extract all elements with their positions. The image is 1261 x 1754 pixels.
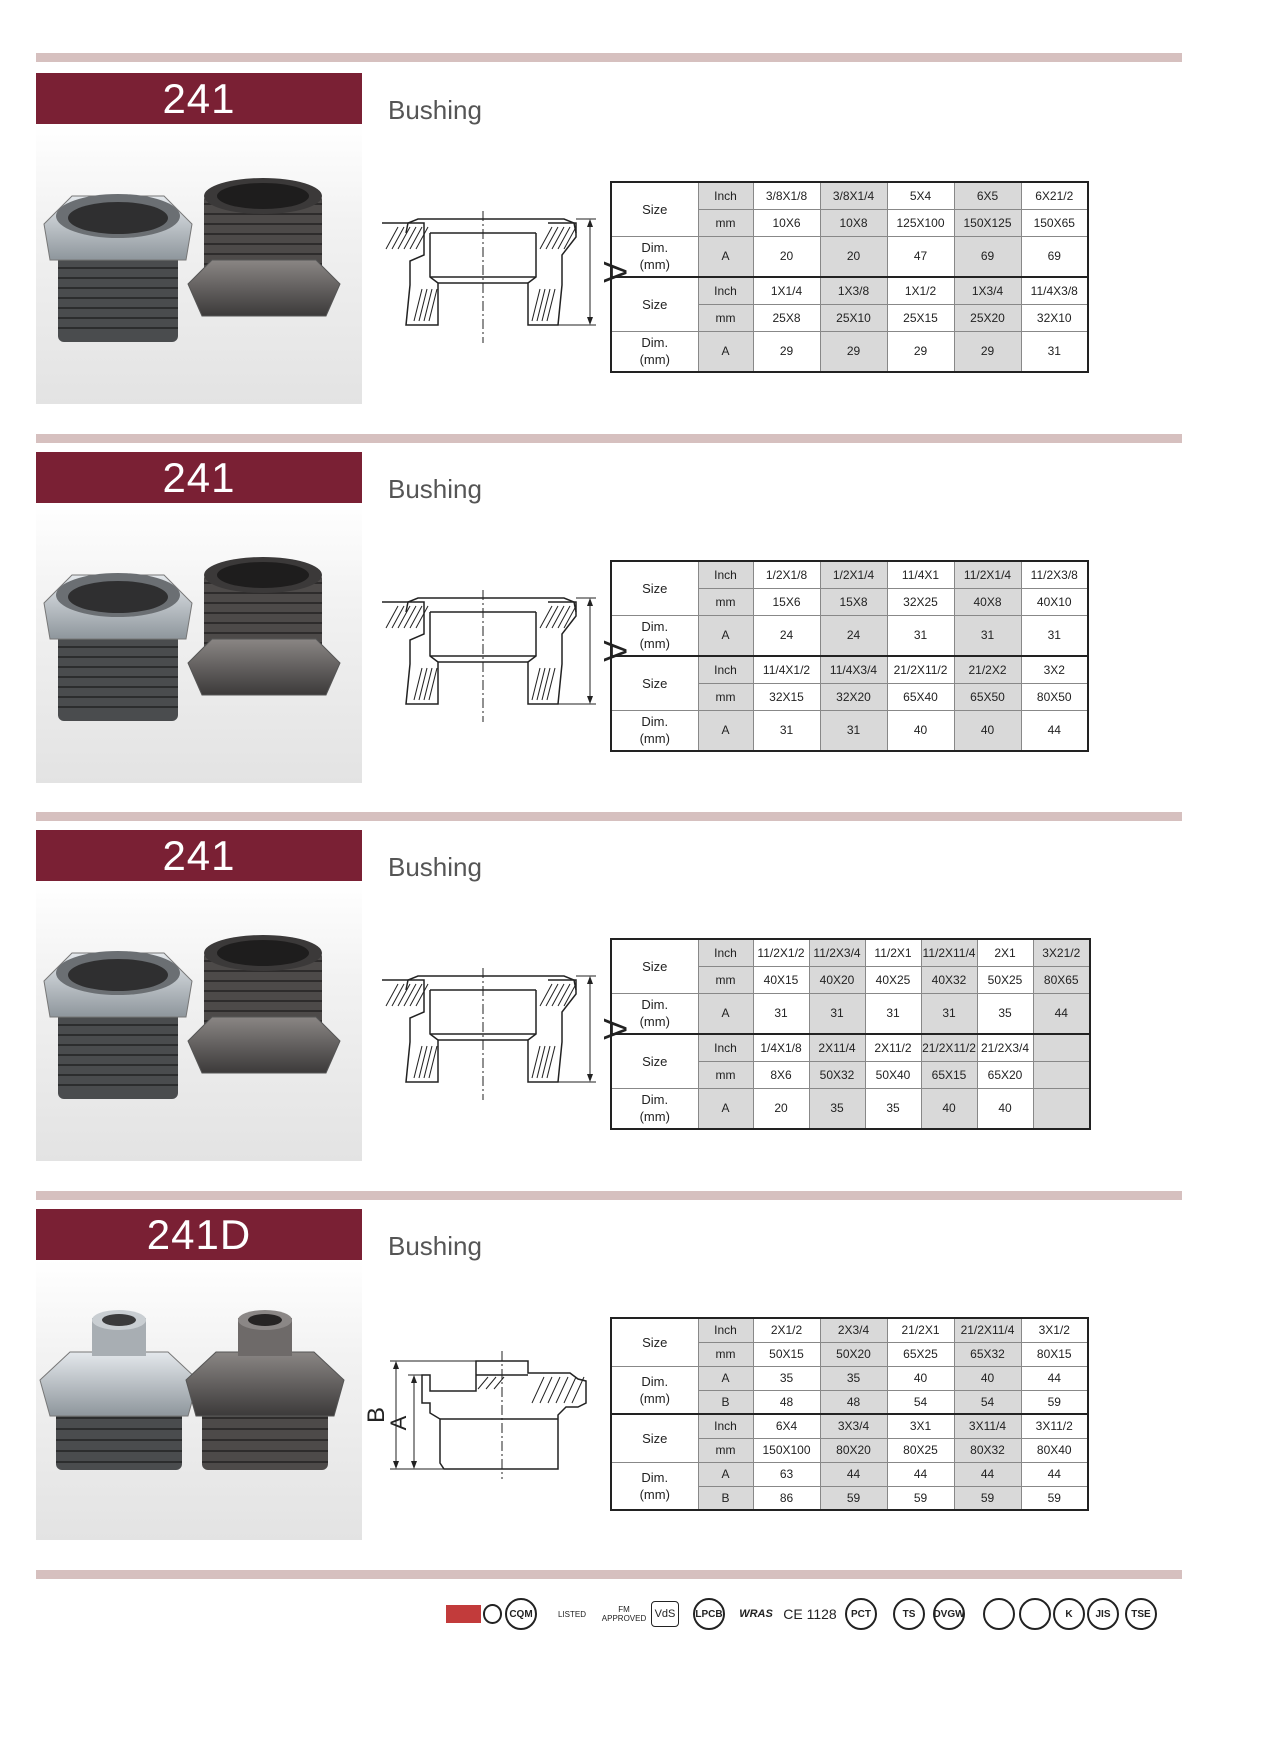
inch-size-cell: 3X1 [887, 1414, 954, 1438]
mm-size-cell: 65X25 [887, 1342, 954, 1366]
dimension-row [611, 710, 1088, 751]
product-name: Bushing [388, 474, 482, 504]
inch-row [611, 561, 1088, 588]
dimension-value-cell: 40 [921, 1088, 977, 1129]
inch-label: Inch [698, 277, 753, 304]
cqm-logo: CQM [504, 1594, 538, 1634]
mm-size-cell: 80X65 [1033, 966, 1090, 993]
dimension-value-cell: 31 [921, 993, 977, 1034]
bsi-logo [446, 1594, 502, 1634]
dimension-value-cell: 20 [753, 1088, 809, 1129]
ce-mark-logo: CE 1128 [783, 1606, 837, 1622]
dimension-value-cell: 20 [753, 236, 820, 277]
dimension-row [611, 615, 1088, 656]
dimension-row [611, 236, 1088, 277]
inch-size-cell: 2X11/4 [809, 1034, 865, 1061]
inch-size-cell: 21/2X11/2 [921, 1034, 977, 1061]
dimension-key: A [698, 1462, 753, 1486]
dimension-value-cell: 54 [954, 1390, 1021, 1414]
section-divider [36, 812, 1182, 821]
dimension-value-cell: 44 [1021, 1366, 1088, 1390]
dimension-value-cell: 31 [753, 993, 809, 1034]
dimension-value-cell: 44 [1033, 993, 1090, 1034]
inch-size-cell: 3X2 [1021, 656, 1088, 683]
inch-size-cell: 2X3/4 [820, 1318, 887, 1342]
ks-logo: K [1052, 1594, 1086, 1634]
size-label: Size [611, 1318, 698, 1366]
dimension-value-cell: 29 [954, 331, 1021, 372]
mm-size-cell: 80X20 [820, 1438, 887, 1462]
dimension-key: B [698, 1390, 753, 1414]
dimension-value-cell: 59 [820, 1486, 887, 1510]
dimension-value-cell: 35 [753, 1366, 820, 1390]
section-divider [36, 1570, 1182, 1579]
mm-label: mm [698, 209, 753, 236]
lpcb-logo: LPCB [692, 1594, 726, 1634]
dimension-value-cell: 40 [954, 710, 1021, 751]
dimension-value-cell: 40 [887, 1366, 954, 1390]
mm-size-cell: 25X8 [753, 304, 820, 331]
dimension-value-cell: 59 [887, 1486, 954, 1510]
size-label: Size [611, 182, 698, 236]
inch-size-cell: 21/2X1 [887, 1318, 954, 1342]
dimension-value-cell: 59 [954, 1486, 1021, 1510]
wras-logo: WRAS [739, 1608, 773, 1620]
dvgw-logo: DVGW [932, 1594, 966, 1634]
product-code: 241 [36, 830, 362, 881]
mm-size-cell: 50X40 [865, 1061, 921, 1088]
product-name: Bushing [388, 95, 482, 125]
size-table [610, 560, 1089, 752]
inch-row [611, 1034, 1090, 1061]
dimension-label: Dim. (mm) [611, 615, 698, 656]
dimension-value-cell: 44 [1021, 710, 1088, 751]
dimension-label: Dim. (mm) [611, 1462, 698, 1510]
inch-size-cell: 1X1/4 [753, 277, 820, 304]
size-table [610, 1317, 1089, 1511]
mm-size-cell: 80X50 [1021, 683, 1088, 710]
mm-size-cell: 150X65 [1021, 209, 1088, 236]
dimension-value-cell: 24 [753, 615, 820, 656]
drawing-wrapper [378, 972, 633, 1107]
inch-size-cell: 11/2X1/4 [954, 561, 1021, 588]
dimension-drawing [378, 215, 633, 345]
product-code: 241 [36, 73, 362, 124]
mm-label: mm [698, 1438, 753, 1462]
certification-logos [446, 1594, 1182, 1634]
dimension-key: A [698, 1366, 753, 1390]
pct-logo: PCT [844, 1594, 878, 1634]
mm-size-cell: 40X20 [809, 966, 865, 993]
dimension-value-cell: 44 [1021, 1462, 1088, 1486]
inch-size-cell: 21/2X11/4 [954, 1318, 1021, 1342]
dimension-value-cell: 59 [1021, 1390, 1088, 1414]
dimension-value-cell: 48 [820, 1390, 887, 1414]
size-label: Size [611, 561, 698, 615]
dimension-value-cell: 35 [809, 1088, 865, 1129]
dimension-value-cell: 54 [887, 1390, 954, 1414]
dimension-value-cell: 31 [887, 615, 954, 656]
jis-logo: JIS [1086, 1594, 1120, 1634]
inch-size-cell: 1/2X1/8 [753, 561, 820, 588]
ul-listed-logo: LISTED [557, 1609, 586, 1619]
size-label: Size [611, 656, 698, 710]
dimension-value-cell: 20 [820, 236, 887, 277]
inch-size-cell: 2X1/2 [753, 1318, 820, 1342]
inch-size-cell: 3/8X1/8 [753, 182, 820, 209]
inch-label: Inch [698, 656, 753, 683]
mm-size-cell: 10X6 [753, 209, 820, 236]
inch-size-cell: 5X4 [887, 182, 954, 209]
mm-size-cell: 40X8 [954, 588, 1021, 615]
dimension-value-cell: 31 [1021, 615, 1088, 656]
dimension-row [611, 993, 1090, 1034]
mm-size-cell: 80X40 [1021, 1438, 1088, 1462]
product-photo-fittings [36, 881, 362, 1161]
dimension-value-cell: 31 [820, 710, 887, 751]
dimension-value-cell [1033, 1088, 1090, 1129]
inch-size-cell: 1X3/4 [954, 277, 1021, 304]
inch-row [611, 182, 1088, 209]
inch-size-cell: 11/2X1/2 [753, 939, 809, 966]
product-code: 241 [36, 452, 362, 503]
dimension-value-cell: 35 [820, 1366, 887, 1390]
inch-row [611, 656, 1088, 683]
inch-row [611, 939, 1090, 966]
dimension-key: A [698, 331, 753, 372]
dimension-value-cell: 44 [954, 1462, 1021, 1486]
dimension-value-cell: 31 [753, 710, 820, 751]
dimension-value-cell: 44 [820, 1462, 887, 1486]
inch-size-cell: 6X4 [753, 1414, 820, 1438]
dimension-value-cell: 48 [753, 1390, 820, 1414]
inch-size-cell: 11/4X1 [887, 561, 954, 588]
dimension-value-cell: 69 [954, 236, 1021, 277]
inch-size-cell: 1X3/8 [820, 277, 887, 304]
inch-label: Inch [698, 561, 753, 588]
dimension-a-label: A [597, 640, 633, 662]
product-photo [36, 881, 362, 1161]
dimension-value-cell: 40 [977, 1088, 1033, 1129]
inch-size-cell: 3X21/2 [1033, 939, 1090, 966]
dimension-value-cell: 86 [753, 1486, 820, 1510]
dimension-value-cell: 31 [809, 993, 865, 1034]
dimension-row [611, 1088, 1090, 1129]
mm-size-cell: 10X8 [820, 209, 887, 236]
mm-size-cell: 50X32 [809, 1061, 865, 1088]
inch-size-cell: 2X1 [977, 939, 1033, 966]
inch-label: Inch [698, 1034, 753, 1061]
mm-size-cell: 125X100 [887, 209, 954, 236]
inch-row [611, 1318, 1088, 1342]
inch-size-cell: 1/4X1/8 [753, 1034, 809, 1061]
drawing-wrapper [378, 215, 633, 350]
section-divider [36, 1191, 1182, 1200]
dimension-label: Dim. (mm) [611, 1366, 698, 1414]
inch-size-cell: 1X1/2 [887, 277, 954, 304]
mm-label: mm [698, 304, 753, 331]
dimension-row [611, 331, 1088, 372]
mm-size-cell: 32X10 [1021, 304, 1088, 331]
inch-size-cell: 11/4X1/2 [753, 656, 820, 683]
mm-size-cell: 25X20 [954, 304, 1021, 331]
dimension-value-cell: 59 [1021, 1486, 1088, 1510]
inch-size-cell: 11/4X3/8 [1021, 277, 1088, 304]
mm-size-cell: 8X6 [753, 1061, 809, 1088]
dimension-value-cell: 31 [954, 615, 1021, 656]
inch-size-cell: 11/2X11/4 [921, 939, 977, 966]
dimension-a-label: A [597, 1018, 633, 1040]
inch-size-cell: 11/2X3/8 [1021, 561, 1088, 588]
product-code: 241D [36, 1209, 362, 1260]
product-photo-fittings [36, 124, 362, 404]
mm-size-cell: 40X32 [921, 966, 977, 993]
dimension-value-cell: 69 [1021, 236, 1088, 277]
dimension-value-cell: 35 [865, 1088, 921, 1129]
mm-size-cell: 40X15 [753, 966, 809, 993]
inch-size-cell: 3X1/2 [1021, 1318, 1088, 1342]
section-divider [36, 53, 1182, 62]
dimension-key: A [698, 1088, 753, 1129]
mm-size-cell: 25X15 [887, 304, 954, 331]
mm-size-cell: 50X20 [820, 1342, 887, 1366]
mm-size-cell: 65X20 [977, 1061, 1033, 1088]
mm-size-cell: 40X10 [1021, 588, 1088, 615]
mm-size-cell: 50X25 [977, 966, 1033, 993]
inch-label: Inch [698, 1414, 753, 1438]
mm-size-cell: 65X50 [954, 683, 1021, 710]
mm-label: mm [698, 683, 753, 710]
mm-size-cell: 80X32 [954, 1438, 1021, 1462]
inch-row [611, 277, 1088, 304]
dimension-drawing [378, 594, 633, 724]
drawing-wrapper [363, 1351, 608, 1486]
product-photo [36, 503, 362, 783]
inch-size-cell: 21/2X11/2 [887, 656, 954, 683]
product-name: Bushing [388, 852, 482, 882]
mm-size-cell: 150X125 [954, 209, 1021, 236]
dimension-key: B [698, 1486, 753, 1510]
mm-size-cell: 80X25 [887, 1438, 954, 1462]
dimension-value-cell: 44 [887, 1462, 954, 1486]
size-label: Size [611, 1034, 698, 1088]
mm-size-cell: 65X32 [954, 1342, 1021, 1366]
dimension-value-cell: 29 [887, 331, 954, 372]
size-label: Size [611, 1414, 698, 1462]
inch-size-cell: 1/2X1/4 [820, 561, 887, 588]
fm-approved-logo: FM APPROVED [601, 1605, 647, 1623]
mm-label: mm [698, 1061, 753, 1088]
mm-label: mm [698, 1342, 753, 1366]
dimension-value-cell: 40 [887, 710, 954, 751]
dimension-row [611, 1462, 1088, 1486]
drawing-wrapper [378, 594, 633, 729]
inch-size-cell: 6X5 [954, 182, 1021, 209]
size-table [610, 181, 1089, 373]
mm-size-cell: 65X15 [921, 1061, 977, 1088]
dimension-row [611, 1366, 1088, 1390]
mm-size-cell: 40X25 [865, 966, 921, 993]
product-photo [36, 1260, 362, 1540]
dimension-label: Dim. (mm) [611, 1088, 698, 1129]
dimension-a-label: A [386, 1415, 411, 1431]
mm-size-cell: 150X100 [753, 1438, 820, 1462]
dimension-value-cell: 29 [820, 331, 887, 372]
product-photo-fittings [36, 503, 362, 783]
tse-logo: TSE [1124, 1594, 1158, 1634]
mm-size-cell: 80X15 [1021, 1342, 1088, 1366]
inch-label: Inch [698, 1318, 753, 1342]
dimension-label: Dim. (mm) [611, 993, 698, 1034]
vds-logo: VdS [650, 1594, 680, 1634]
seal-logo [1018, 1594, 1052, 1634]
section-divider [36, 434, 1182, 443]
dimension-label: Dim. (mm) [611, 710, 698, 751]
inch-size-cell: 21/2X3/4 [977, 1034, 1033, 1061]
mm-size-cell: 25X10 [820, 304, 887, 331]
inch-size-cell: 3X11/2 [1021, 1414, 1088, 1438]
inch-size-cell: 3X11/4 [954, 1414, 1021, 1438]
mm-size-cell: 32X25 [887, 588, 954, 615]
inch-size-cell: 11/4X3/4 [820, 656, 887, 683]
dimension-value-cell: 31 [1021, 331, 1088, 372]
dimension-key: A [698, 615, 753, 656]
dimension-key: A [698, 236, 753, 277]
dimension-drawing [363, 1351, 608, 1481]
product-name: Bushing [388, 1231, 482, 1261]
dimension-drawing [378, 972, 633, 1102]
product-photo-fittings [36, 1260, 362, 1540]
dimension-label: Dim. (mm) [611, 236, 698, 277]
size-label: Size [611, 277, 698, 331]
mm-size-cell: 15X8 [820, 588, 887, 615]
inch-label: Inch [698, 182, 753, 209]
mm-label: mm [698, 588, 753, 615]
mm-size-cell: 65X40 [887, 683, 954, 710]
dimension-key: A [698, 710, 753, 751]
mm-size-cell: 50X15 [753, 1342, 820, 1366]
inch-row [611, 1414, 1088, 1438]
inch-size-cell: 3X3/4 [820, 1414, 887, 1438]
inch-size-cell: 6X21/2 [1021, 182, 1088, 209]
inch-size-cell: 21/2X2 [954, 656, 1021, 683]
dimension-key: A [698, 993, 753, 1034]
mm-size-cell [1033, 1061, 1090, 1088]
product-photo [36, 124, 362, 404]
ts-logo: TS [892, 1594, 926, 1634]
mm-label: mm [698, 966, 753, 993]
dimension-value-cell: 40 [954, 1366, 1021, 1390]
kitemark-logo [982, 1594, 1016, 1634]
inch-size-cell: 11/2X1 [865, 939, 921, 966]
mm-size-cell: 15X6 [753, 588, 820, 615]
size-label: Size [611, 939, 698, 993]
inch-size-cell: 11/2X3/4 [809, 939, 865, 966]
dimension-a-label: A [597, 261, 633, 283]
inch-size-cell: 2X11/2 [865, 1034, 921, 1061]
mm-size-cell: 32X20 [820, 683, 887, 710]
dimension-value-cell: 29 [753, 331, 820, 372]
dimension-value-cell: 35 [977, 993, 1033, 1034]
inch-size-cell: 3/8X1/4 [820, 182, 887, 209]
dimension-b-label: B [363, 1406, 390, 1424]
inch-label: Inch [698, 939, 753, 966]
dimension-value-cell: 47 [887, 236, 954, 277]
dimension-label: Dim. (mm) [611, 331, 698, 372]
inch-size-cell [1033, 1034, 1090, 1061]
dimension-value-cell: 31 [865, 993, 921, 1034]
mm-size-cell: 32X15 [753, 683, 820, 710]
dimension-value-cell: 24 [820, 615, 887, 656]
dimension-value-cell: 63 [753, 1462, 820, 1486]
size-table [610, 938, 1091, 1130]
